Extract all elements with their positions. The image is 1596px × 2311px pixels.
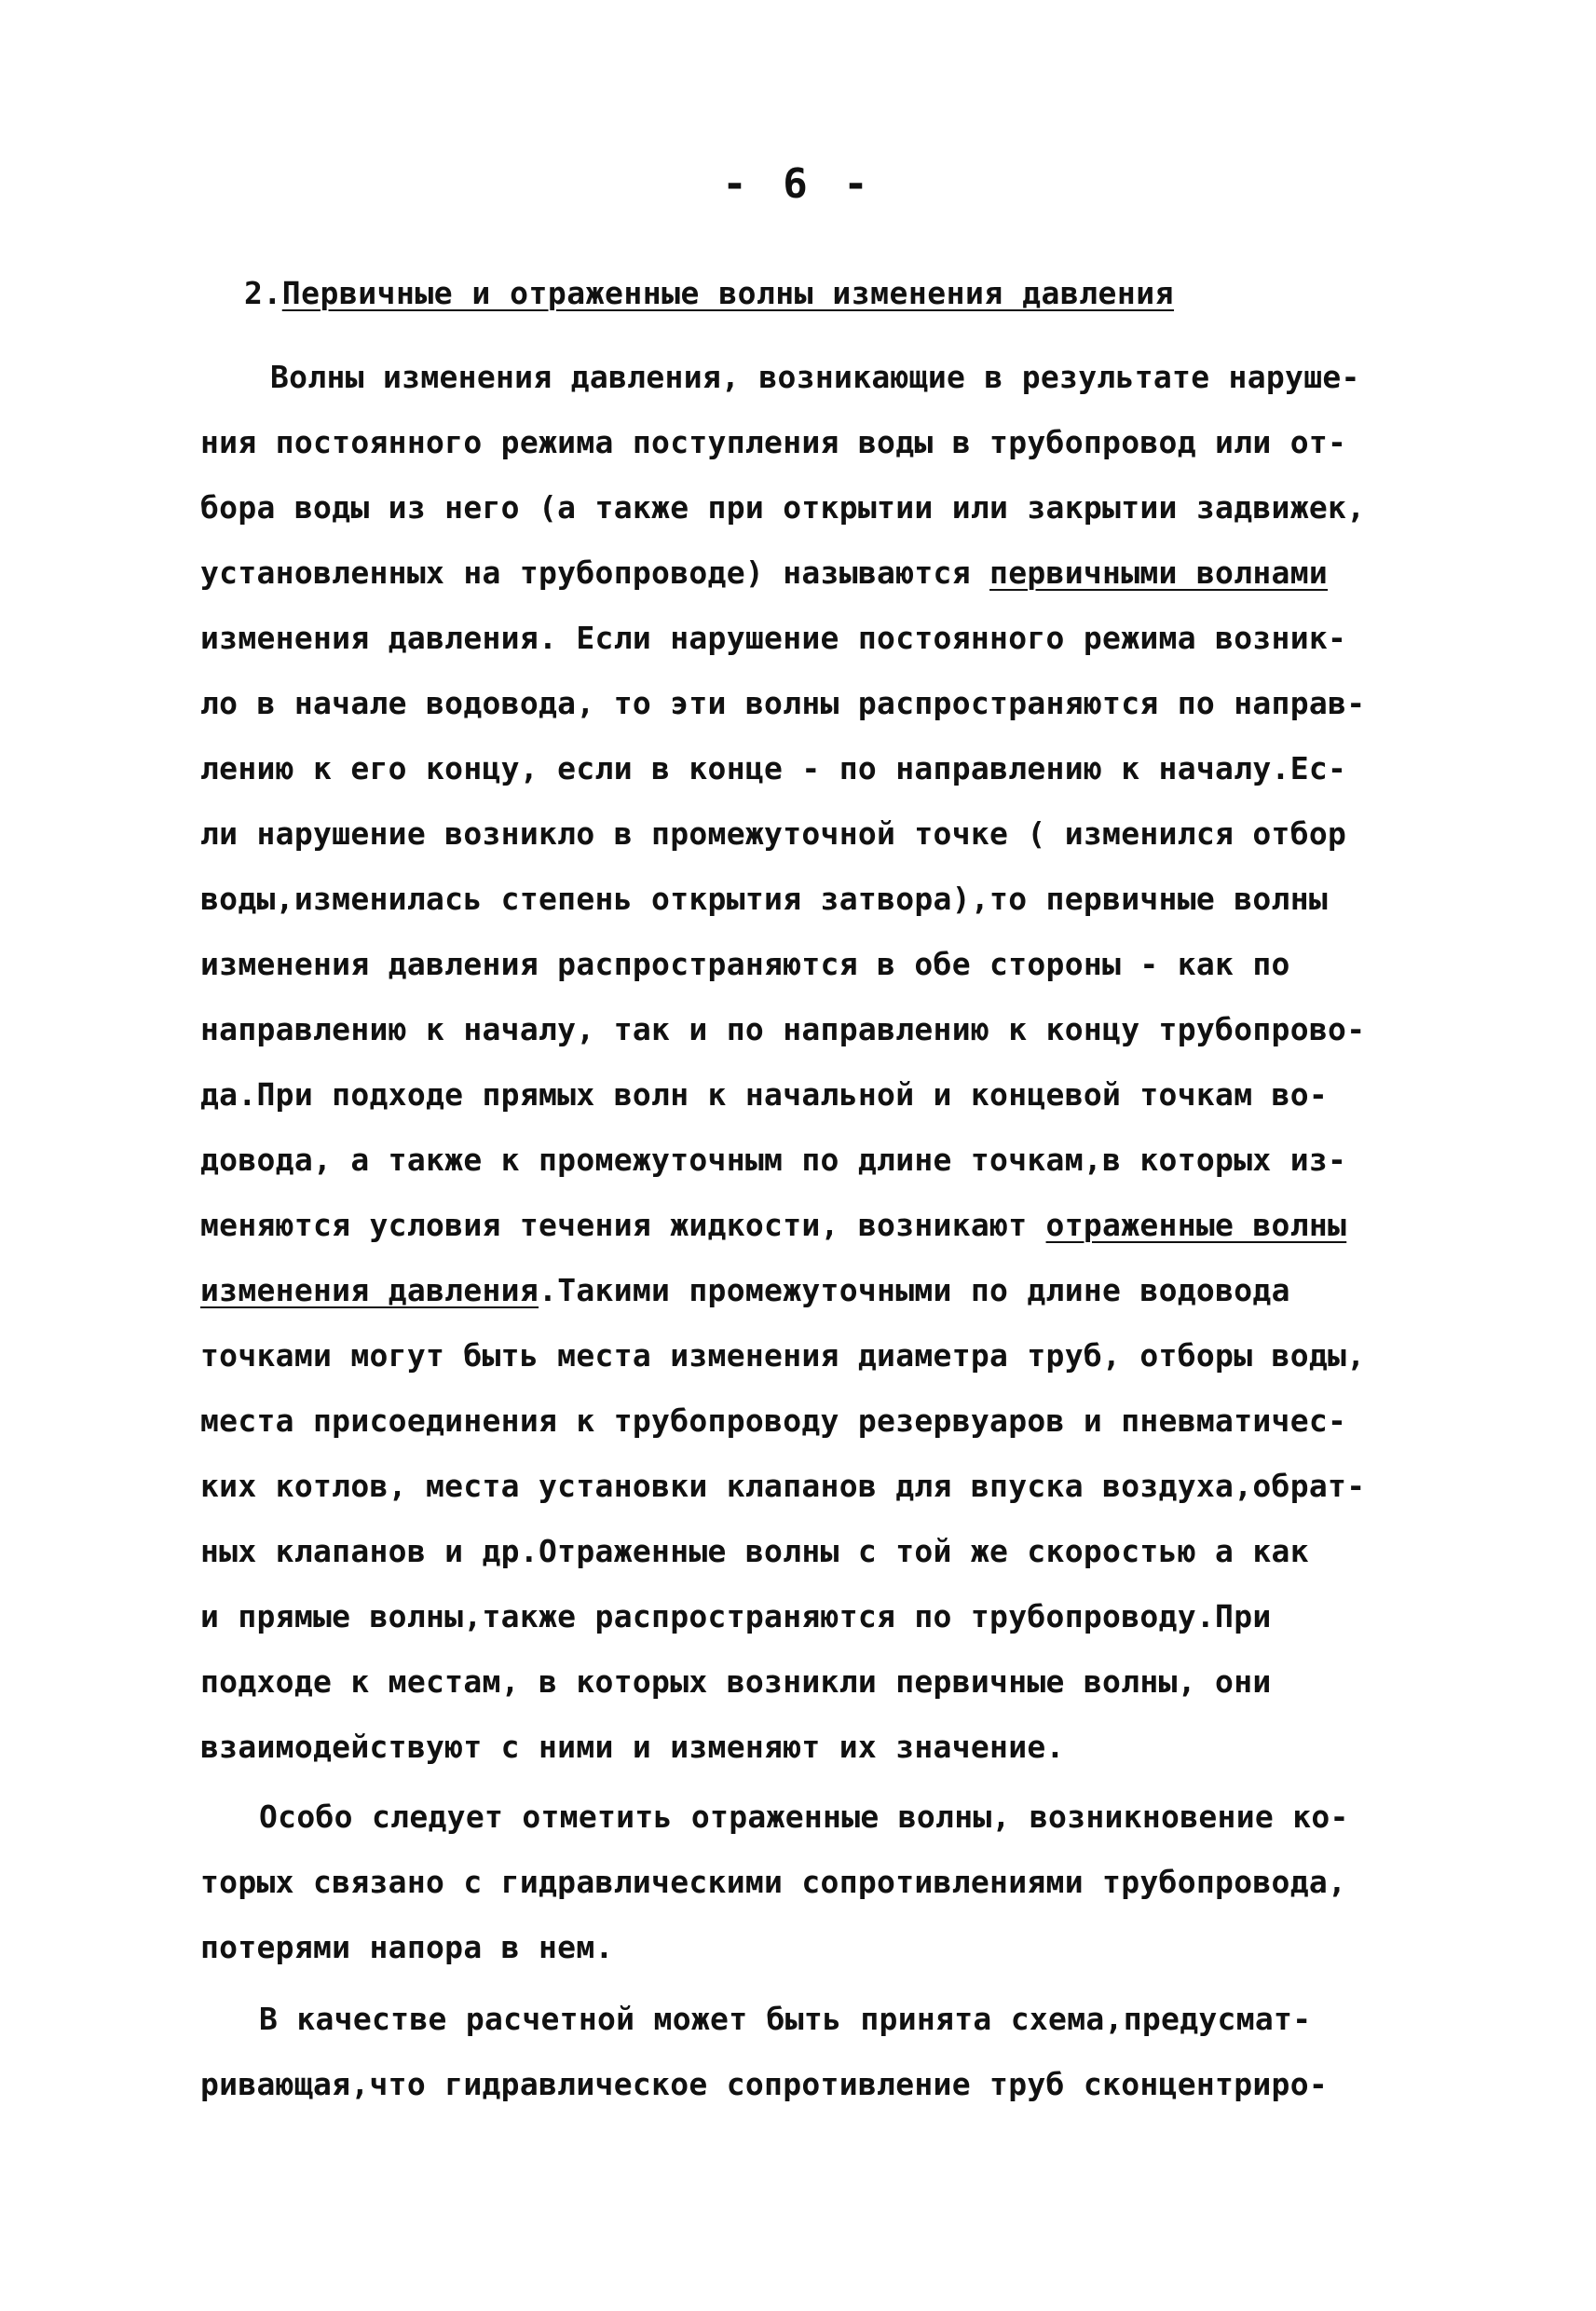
- paragraph-2-line: торых связано с гидравлическими сопротивлениями трубопровода,: [200, 1864, 1347, 1900]
- paragraph-1-line: лению к его концу, если в конце - по направлению к началу.Ес-: [200, 750, 1347, 786]
- paragraph-1-line: и прямые волны,также распространяются по трубопроводу.При: [200, 1598, 1272, 1634]
- paragraph-1-line: изменения давления распространяются в обе стороны - как по: [200, 946, 1290, 982]
- term-reflected-waves: отраженные волны: [1045, 1207, 1347, 1243]
- paragraph-1-line: ных клапанов и др.Отраженные волны с той же скоростью a как: [200, 1533, 1309, 1569]
- paragraph-1-line: ли нарушение возникло в промежуточной точке ( изменился отбор: [200, 815, 1347, 852]
- paragraph-3-line: В качестве расчетной может быть принята схема,предусмат-: [259, 2001, 1312, 2037]
- paragraph-1-line: [200, 554, 1328, 591]
- paragraph-2-line: потерями напора в нем.: [200, 1929, 614, 1965]
- page-number: - 6 -: [722, 160, 874, 208]
- text-segment: .Такими промежуточными по длине водовода: [539, 1272, 1290, 1308]
- paragraph-1-line: подходе к местам, в которых возникли первичные волны, они: [200, 1663, 1272, 1700]
- paragraph-1-line: да.При подходе прямых волн к начальной и концевой точкам во-: [200, 1076, 1329, 1113]
- text-segment: меняются условия течения жидкости, возникают: [200, 1207, 1046, 1243]
- paragraph-1-line: взаимодействуют с ними и изменяют их значение.: [200, 1729, 1065, 1765]
- paragraph-1-line: места присоединения к трубопроводу резервуаров и пневматичес-: [200, 1402, 1347, 1439]
- paragraph-1-line: [200, 1207, 1346, 1243]
- term-primary-waves: первичными волнами: [989, 554, 1329, 591]
- section-heading-number: 2.: [244, 275, 282, 311]
- paragraph-2-line: Особо следует отметить отраженные волны, возникновение ко-: [259, 1798, 1349, 1835]
- paragraph-1-line: довода, а также к промежуточным по длине точкам,в которых из-: [200, 1142, 1347, 1178]
- paragraph-1-line: точками могут быть места изменения диаметра труб, отборы воды,: [200, 1337, 1366, 1374]
- section-heading: [244, 275, 1174, 311]
- term-reflected-waves-continued: изменения давления: [200, 1272, 539, 1308]
- paragraph-1-line: изменения давления. Если нарушение постоянного режима возник-: [200, 620, 1347, 656]
- paragraph-1-line: ло в начале водовода, то эти волны распространяются по направ-: [200, 685, 1366, 721]
- paragraph-1-line: воды,изменилась степень открытия затвора),то первичные волны: [200, 881, 1329, 917]
- paragraph-1-line: Волны изменения давления, возникающие в результате наруше-: [270, 359, 1360, 395]
- paragraph-1-line: направлению к началу, так и по направлению к концу трубопрово-: [200, 1011, 1366, 1047]
- paragraph-1-line: [200, 1272, 1290, 1308]
- paragraph-1-line: ких котлов, места установки клапанов для впуска воздуха,обрат-: [200, 1468, 1366, 1504]
- paragraph-1-line: ния постоянного режима поступления воды в трубопровод или от-: [200, 424, 1347, 460]
- paragraph-3-line: ривающая,что гидравлическое сопротивление труб сконцентриро-: [200, 2066, 1329, 2102]
- text-segment: установленных на трубопроводе) называются: [200, 554, 990, 591]
- section-heading-title: Первичные и отраженные волны изменения давления: [281, 275, 1175, 311]
- paragraph-1-line: бора воды из него (а также при открытии или закрытии задвижек,: [200, 489, 1366, 526]
